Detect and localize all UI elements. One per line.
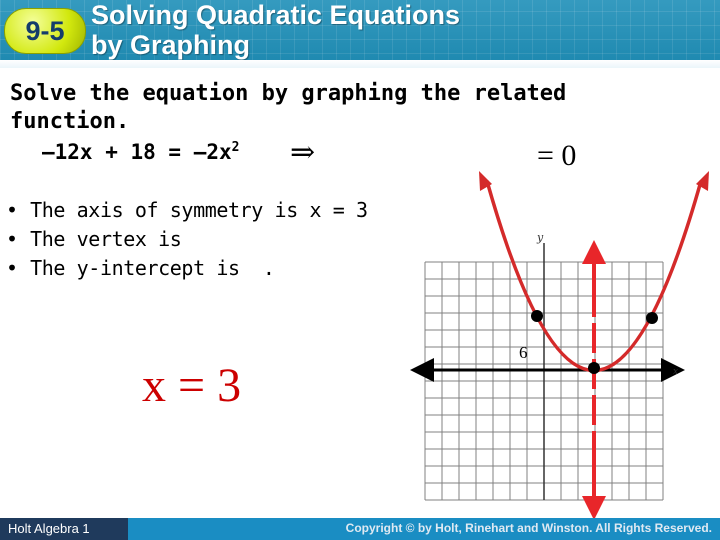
footer-course-label: Holt Algebra 1 bbox=[8, 521, 90, 536]
bullet-marker: • bbox=[6, 227, 19, 251]
x-axis-label: x bbox=[673, 367, 679, 377]
footer-course bbox=[0, 518, 128, 540]
footer-copyright: Copyright © by Holt, Rinehart and Winston. All Rights Reserved. bbox=[345, 521, 712, 535]
lesson-title-line-1: Solving Quadratic Equations bbox=[91, 0, 461, 30]
slide-footer bbox=[0, 518, 720, 540]
instruction-line-2: function. bbox=[10, 109, 130, 134]
lesson-number: 9-5 bbox=[25, 16, 65, 46]
equation-exponent: 2 bbox=[231, 140, 240, 155]
point-symmetric bbox=[646, 312, 658, 324]
y-axis-label: y bbox=[537, 231, 544, 244]
lesson-title-line-2: by Graphing bbox=[91, 30, 251, 60]
tick-label-6: 6 bbox=[519, 343, 528, 362]
implies-arrow: ⇒ bbox=[290, 135, 316, 170]
equation-rhs: = 0 bbox=[537, 139, 577, 172]
axis-of-symmetry-result: x = 3 bbox=[142, 359, 242, 412]
bullet-text: The vertex is bbox=[30, 227, 182, 251]
point-y-intercept bbox=[531, 310, 543, 322]
equation-lhs: –12x + 18 = –2x bbox=[42, 140, 232, 164]
bullet-text: The axis of symmetry is x = 3 bbox=[30, 198, 368, 222]
bullet-marker: • bbox=[6, 198, 19, 222]
instruction-line-1: Solve the equation by graphing the related bbox=[10, 81, 567, 106]
bullet-text: The y-intercept is . bbox=[30, 256, 275, 280]
bullet-marker: • bbox=[6, 256, 19, 280]
point-vertex bbox=[588, 362, 600, 374]
